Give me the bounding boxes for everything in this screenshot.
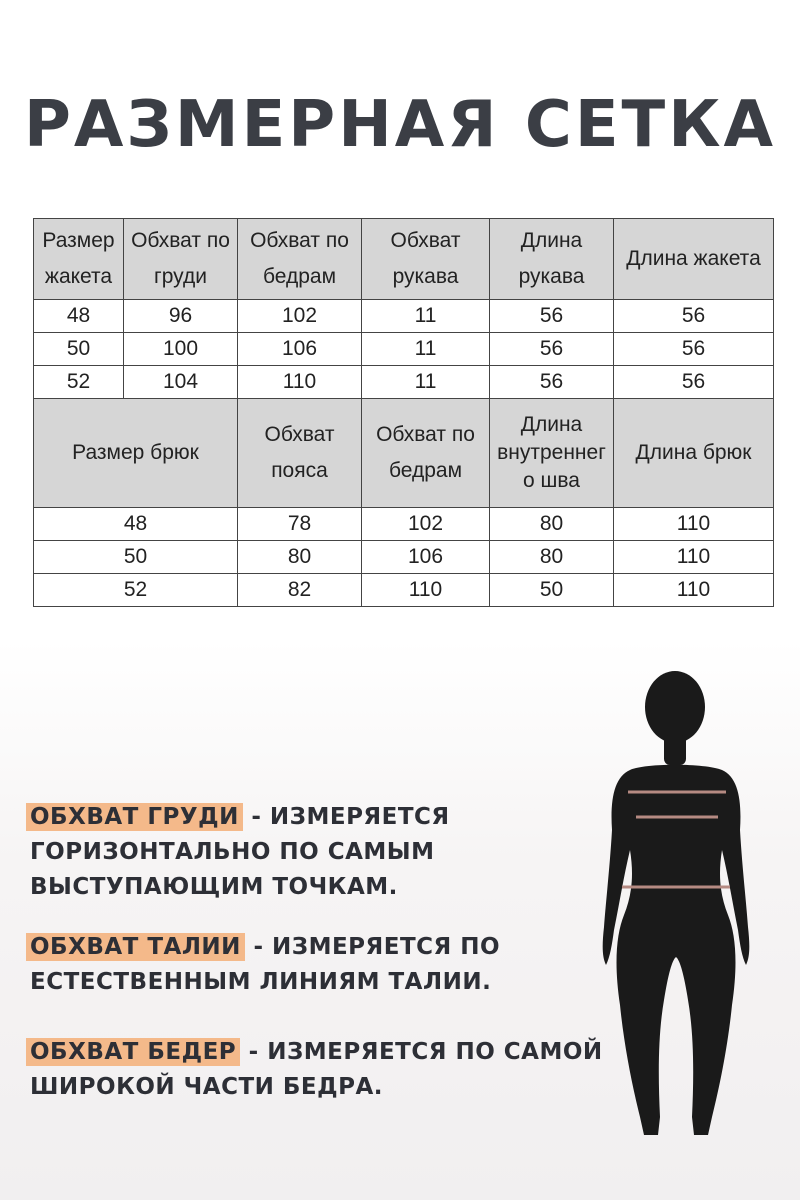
table-cell: 11 bbox=[362, 300, 490, 333]
table-cell: 102 bbox=[362, 508, 490, 541]
guide-term-hips: ОБХВАТ БЕДЕР bbox=[26, 1038, 240, 1066]
table-cell: 52 bbox=[34, 574, 238, 607]
header-waist-girth: Обхват пояса bbox=[238, 399, 362, 508]
table-cell: 56 bbox=[614, 300, 774, 333]
table-cell: 80 bbox=[490, 508, 614, 541]
table-cell: 48 bbox=[34, 300, 124, 333]
table-cell: 80 bbox=[490, 541, 614, 574]
header-inseam-length: Длина внутреннег о шва bbox=[490, 399, 614, 508]
header-sleeve-girth: Обхват рукава bbox=[362, 219, 490, 300]
header-jacket-length: Длина жакета bbox=[614, 219, 774, 300]
table-row bbox=[34, 333, 774, 366]
guide-chest: ОБХВАТ ГРУДИ - ИЗМЕРЯЕТСЯ ГОРИЗОНТАЛЬНО ПО САМЫМ ВЫСТУПАЮЩИМ ТОЧКАМ. bbox=[30, 800, 630, 905]
guide-term-chest: ОБХВАТ ГРУДИ bbox=[26, 803, 243, 831]
table-cell: 104 bbox=[124, 366, 238, 399]
table-cell: 100 bbox=[124, 333, 238, 366]
table-cell: 50 bbox=[490, 574, 614, 607]
table-cell: 80 bbox=[238, 541, 362, 574]
table-cell: 50 bbox=[34, 333, 124, 366]
table-cell: 110 bbox=[238, 366, 362, 399]
table-row bbox=[34, 574, 774, 607]
table-cell: 110 bbox=[614, 574, 774, 607]
guide-term-waist: ОБХВАТ ТАЛИИ bbox=[26, 933, 245, 961]
header-pants-hip-girth: Обхват по бедрам bbox=[362, 399, 490, 508]
header-chest-girth: Обхват по груди bbox=[124, 219, 238, 300]
table-cell: 106 bbox=[362, 541, 490, 574]
pants-header-row bbox=[34, 399, 774, 508]
header-sleeve-length: Длина рукава bbox=[490, 219, 614, 300]
table-cell: 11 bbox=[362, 333, 490, 366]
guide-hips: ОБХВАТ БЕДЕР - ИЗМЕРЯЕТСЯ ПО САМОЙ ШИРОКОЙ ЧАСТИ БЕДРА. bbox=[30, 1035, 630, 1105]
page-title: РАЗМЕРНАЯ СЕТКА bbox=[23, 88, 777, 162]
table-row bbox=[34, 300, 774, 333]
table-cell: 110 bbox=[362, 574, 490, 607]
table-cell: 102 bbox=[238, 300, 362, 333]
header-pants-length: Длина брюк bbox=[614, 399, 774, 508]
table-cell: 48 bbox=[34, 508, 238, 541]
table-cell: 11 bbox=[362, 366, 490, 399]
woman-silhouette-icon bbox=[590, 665, 770, 1145]
table-cell: 110 bbox=[614, 541, 774, 574]
table-cell: 56 bbox=[490, 366, 614, 399]
size-table bbox=[33, 218, 774, 607]
table-row bbox=[34, 508, 774, 541]
jacket-header-row bbox=[34, 219, 774, 300]
table-cell: 56 bbox=[490, 333, 614, 366]
table-cell: 50 bbox=[34, 541, 238, 574]
table-row bbox=[34, 541, 774, 574]
table-cell: 106 bbox=[238, 333, 362, 366]
table-cell: 82 bbox=[238, 574, 362, 607]
header-pants-size: Размер брюк bbox=[34, 399, 238, 508]
table-row bbox=[34, 366, 774, 399]
silhouette-body bbox=[603, 671, 750, 1135]
table-cell: 78 bbox=[238, 508, 362, 541]
table-cell: 56 bbox=[490, 300, 614, 333]
table-cell: 52 bbox=[34, 366, 124, 399]
table-cell: 96 bbox=[124, 300, 238, 333]
guide-waist: ОБХВАТ ТАЛИИ - ИЗМЕРЯЕТСЯ ПО ЕСТЕСТВЕННЫМ ЛИНИЯМ ТАЛИИ. bbox=[30, 930, 630, 1000]
header-hip-girth: Обхват по бедрам bbox=[238, 219, 362, 300]
table-cell: 56 bbox=[614, 366, 774, 399]
header-jacket-size: Размер жакета bbox=[34, 219, 124, 300]
table-cell: 56 bbox=[614, 333, 774, 366]
table-cell: 110 bbox=[614, 508, 774, 541]
